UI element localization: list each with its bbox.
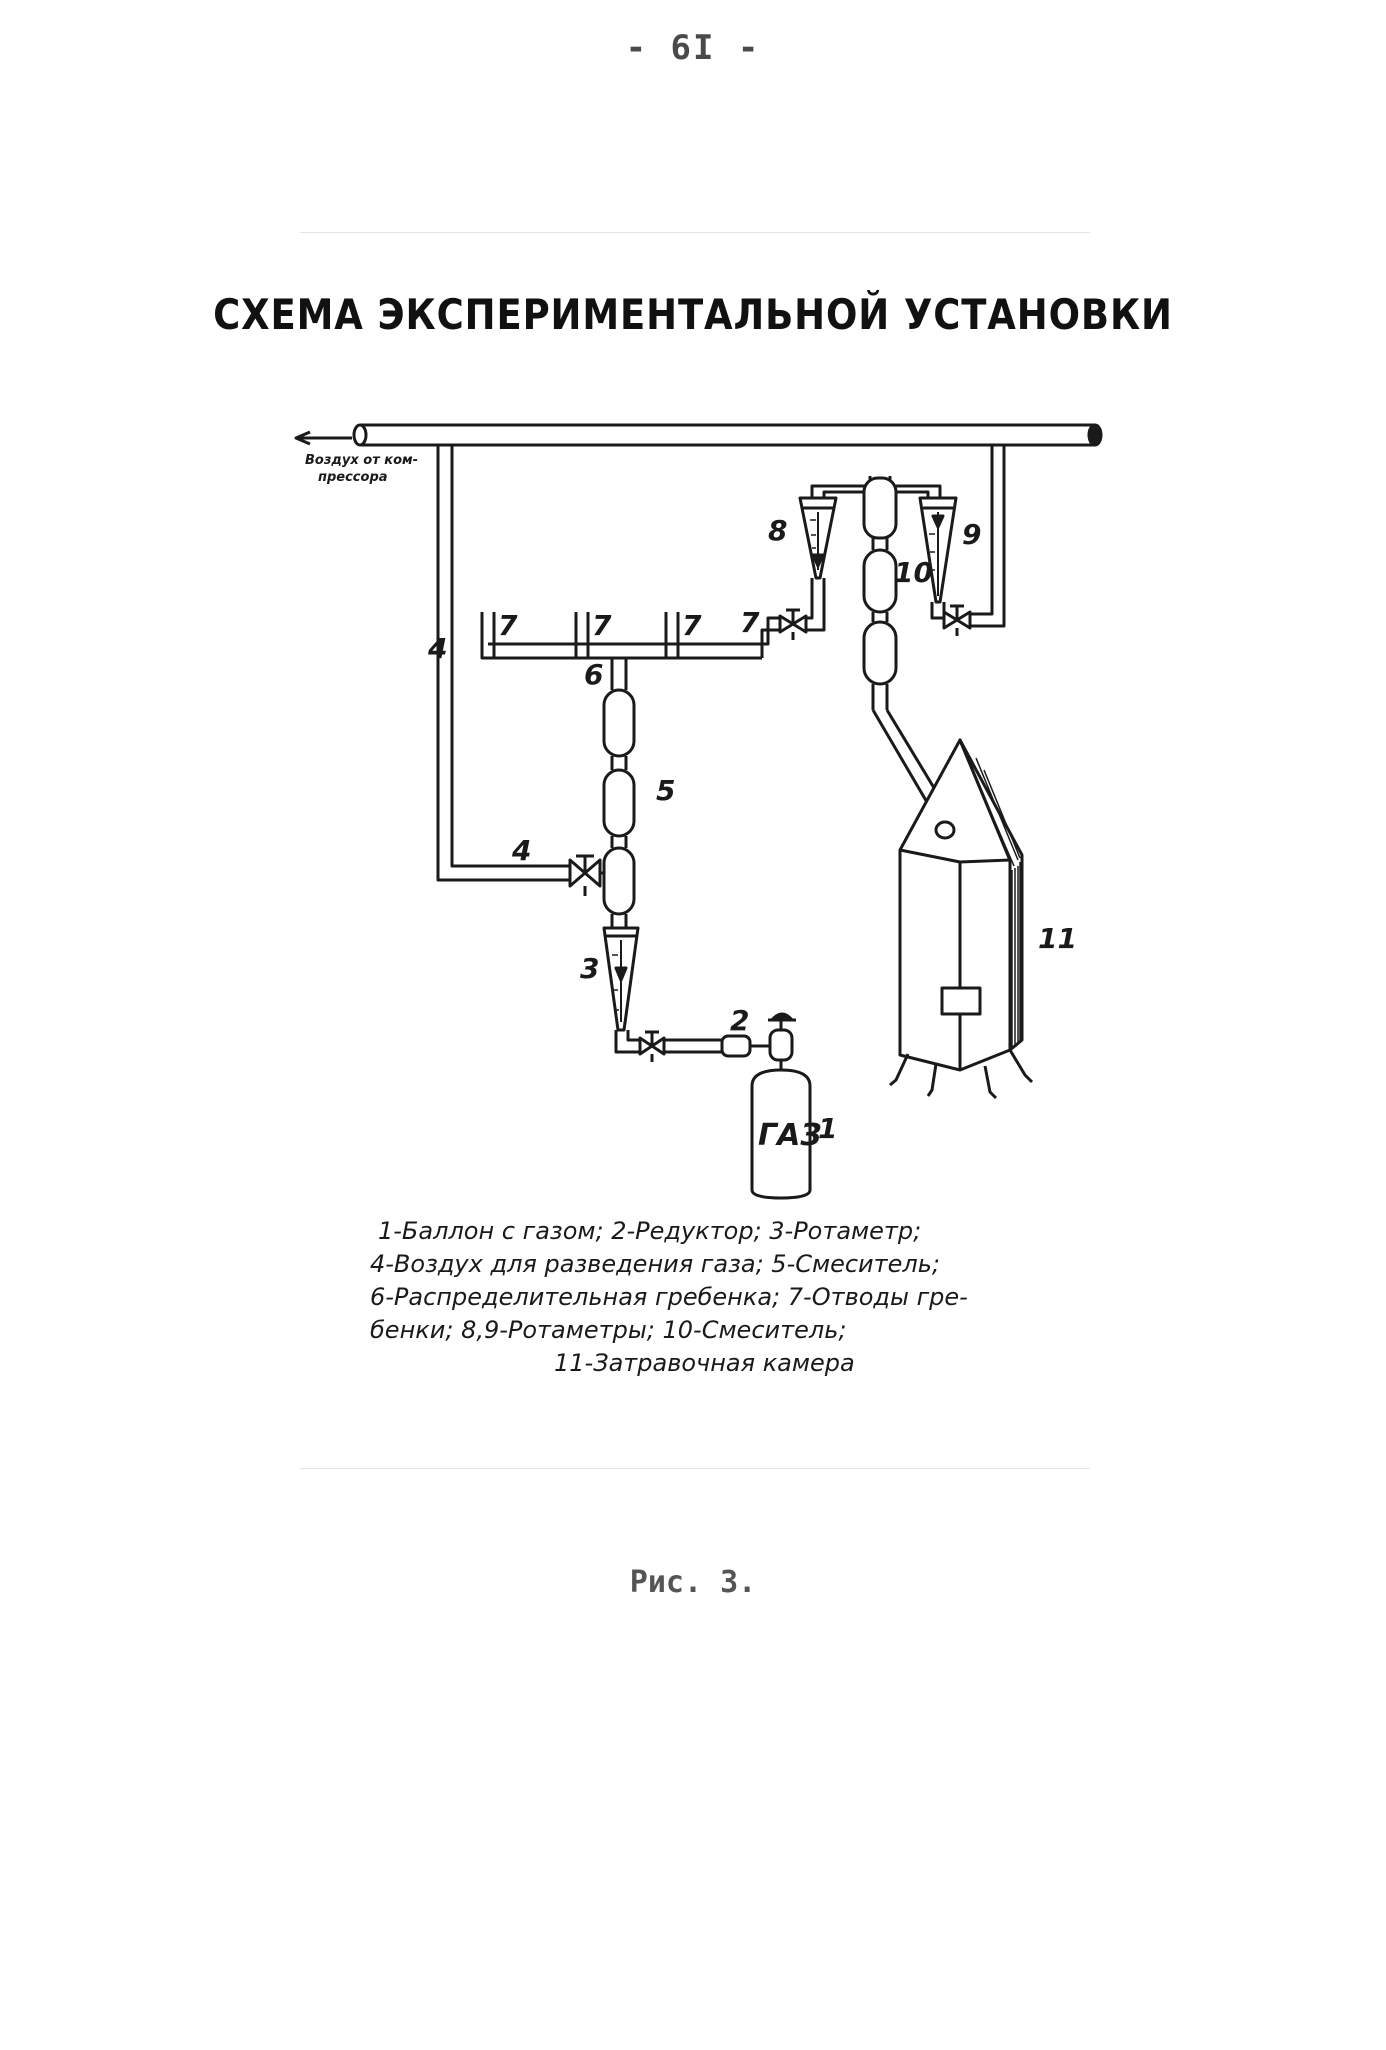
label-7-c: 7 [682, 609, 702, 642]
label-4-vertical: 4 [428, 632, 448, 665]
label-1: 1 [818, 1112, 838, 1145]
legend-line: 6-Распределительная гребенка; 7-Отводы гре- [370, 1283, 968, 1311]
label-7-d: 7 [740, 606, 760, 639]
valve-2 [640, 1032, 722, 1062]
legend-line: 11-Затравочная камера [554, 1349, 855, 1377]
air-inflow-arrow [296, 432, 352, 444]
label-4-horizontal: 4 [512, 834, 532, 867]
legend-line: бенки; 8,9-Ротаметры; 10-Смеситель; [370, 1316, 847, 1344]
mixer-5 [604, 658, 634, 920]
label-11: 11 [1038, 922, 1077, 955]
legend-line: 1-Баллон с газом; 2-Редуктор; 3-Ротаметр; [378, 1217, 922, 1245]
legend-line: 4-Воздух для разведения газа; 5-Смеситель; [370, 1250, 940, 1278]
gas-label: ГАЗ [758, 1118, 822, 1153]
page-number: - 6I - [625, 28, 761, 68]
label-10: 10 [894, 556, 933, 589]
label-2: 2 [730, 1004, 750, 1037]
main-air-pipe [354, 425, 1101, 445]
valve-7 [780, 578, 824, 640]
label-7-a: 7 [498, 609, 518, 642]
diagram-title: СХЕМА ЭКСПЕРИМЕНТАЛЬНОЙ УСТАНОВКИ [213, 290, 1173, 339]
air-line-4 [438, 445, 570, 880]
legend [370, 1215, 1090, 1380]
seed-chamber-11 [890, 740, 1032, 1098]
label-6: 6 [584, 658, 604, 691]
air-inlet-label-line2: прессора [318, 470, 388, 485]
bottom-divider [300, 1468, 1090, 1469]
label-8: 8 [768, 514, 788, 547]
label-3: 3 [580, 952, 600, 985]
label-7-b: 7 [592, 609, 612, 642]
figure-label: Рис. 3. [629, 1565, 757, 1600]
air-inlet-label-line1: Воздух от ком- [305, 453, 419, 468]
rotameter-8 [800, 486, 870, 578]
distribution-comb-6 [482, 612, 780, 658]
rotameter-3 [604, 920, 640, 1052]
label-9: 9 [962, 518, 982, 551]
label-5: 5 [656, 774, 676, 807]
